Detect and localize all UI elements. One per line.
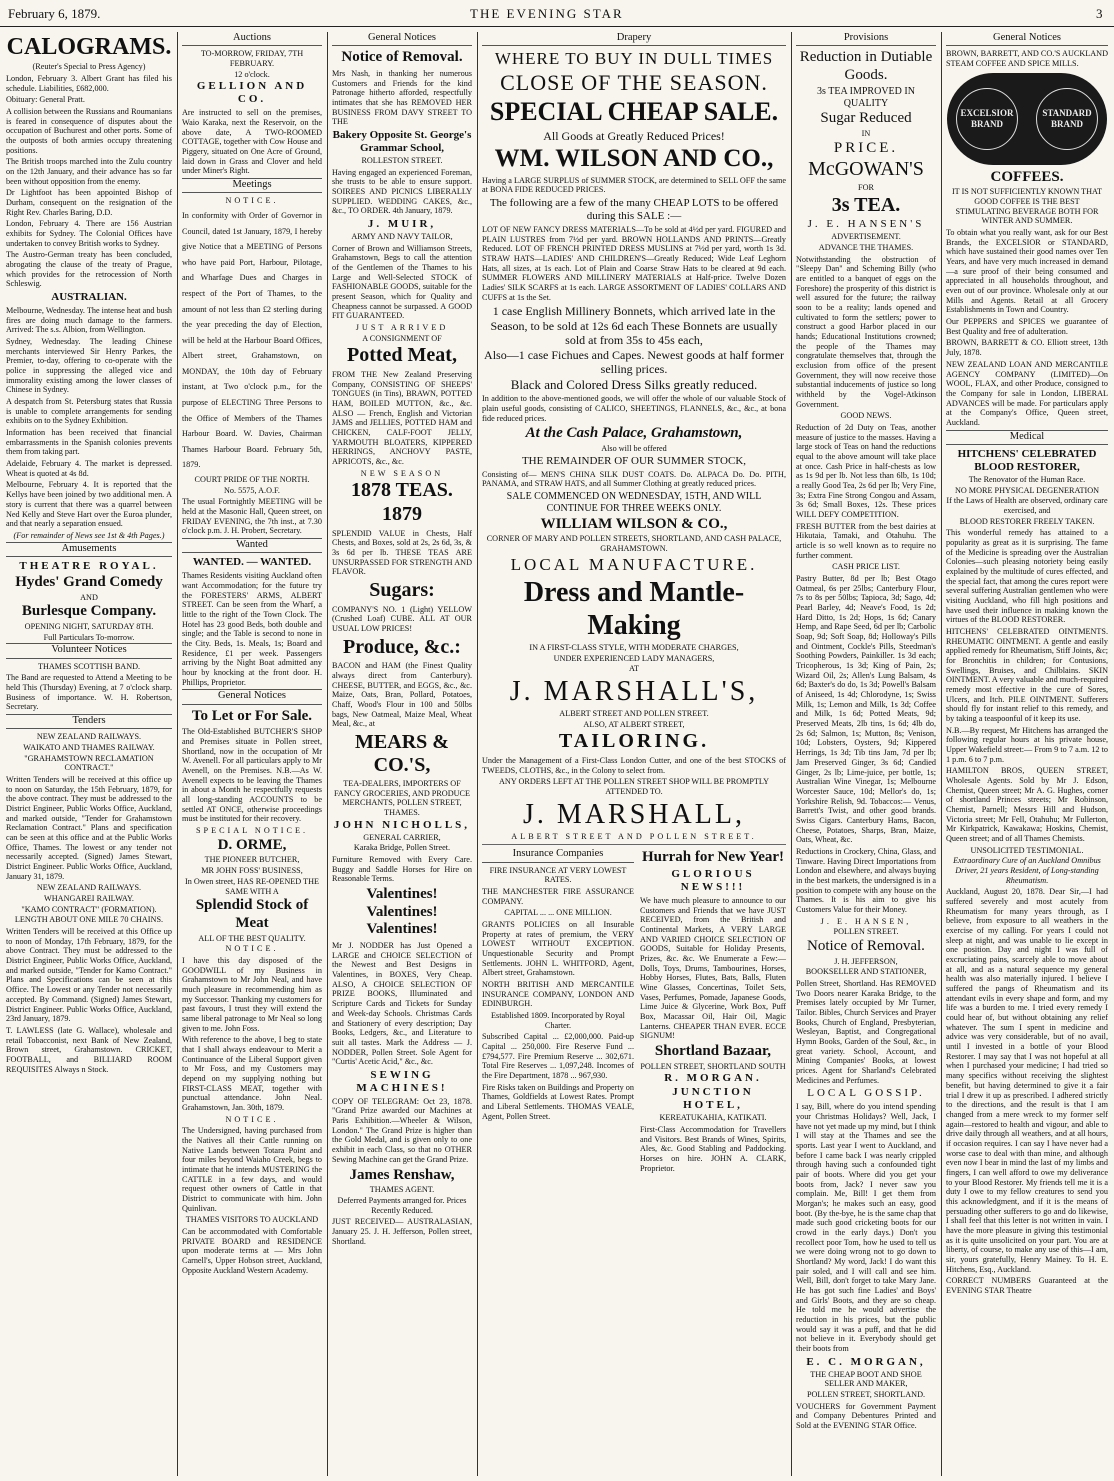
new-season: NEW SEASON	[360, 468, 444, 478]
orders-line: ANY ORDERS LEFT AT THE POLLEN STREET SHOP WILL BE PROMPTLY ATTENDED TO.	[499, 777, 769, 796]
news-paragraph: The British troops marched into the Zulu country on the 12th January, and their advance has so far been without opposition from the enemy.	[6, 157, 172, 186]
managers-line: UNDER EXPERIENCED LADY MANAGERS,	[553, 653, 715, 663]
price-list: Pastry Butter, 8d per lb; Best Otago Oatmeal, 6s per 25lbs; Canterbury Flour, 7s to 8s per 50lbs; Tapioca, 3d; Sago, 4d; Pearl Barley, 4d; Neave's Food, 1s 2d; Hard Ditto, 1s 2d; Hops, 1s 6d; Canary Hemp, and Rape Seed, 6d per lb; Carbolic Soap, 9d; Soft Soap, 8d; Holloway's Pills and Ointment, Cockle's Pills, Steedman's Soothing Powders, Painkiller. 1s 3d each; Tricopherous, 1s 3d; King of Pain, 2s; Wizard Oil, 2s; Allen's Lung Balsam, 4s 6d; Baxter's do do, 1s 3d; Powell's Balsam of Aniseed, 1s 4d; Chlorodyne, 1s; Swiss Milk, 1s; Lemon and Milk, 1s 3d; Coffee and Milk, 1s 6d; Potted Meats, 9d; Preserved Meats, 2lb tins, 1s 6d; 4lb do, 2s 6d; Salmon, 1s; Mutton, 8s; Venison, 10d; Lobsters, Oysters, 9d; Kippered Herrings, 1s 3d; Tib tins Jam, 7d per lb; Jam Preserved Ginger, 3s 6d; Candied Ginger, 2s lb; Lime-juice, per bottle, 1s; Australian Wine Vinegar, 1s; Melbourne Worcester Sauce, 10d; Mellor's do, 1s; Yorkshire Relish, 9d. Tobaccos:— Venus, Barrett's Twist, and other good brands. Swiss Cigars. Canterbury Hams, Bacon, Cheese, Potatoes, Sharps, Bran, Maize, Oats, Wheat, &c.	[796, 574, 936, 845]
calograms-heading: CALOGRAMS.	[6, 34, 172, 60]
renovator-line: The Renovator of the Human Race.	[968, 474, 1086, 484]
tea-price: 3s TEA.	[831, 193, 901, 216]
column-divider	[327, 32, 328, 1476]
wilson-address: CORNER OF MARY AND POLLEN STREETS, SHORTLAND, AND CASH PALACE, GRAHAMSTOWN.	[486, 534, 782, 554]
news-paragraph: London, February 3. Albert Grant has filed his schedule. Liabilities, £682,000.	[6, 73, 172, 93]
fichus-line: Also—1 case Fichues and Capes. Newest goods at half former selling prices.	[484, 347, 784, 376]
furniture-notice: Furniture Removed with Every Care. Buggy and Saddle Horses for Hire on Reasonable Terms.	[332, 855, 472, 884]
news-paragraph: Obituary: General Pratt.	[6, 95, 85, 105]
mears-details: TEA-DEALERS, IMPORTERS OF FANCY GROCERIES, AND PRODUCE MERCHANTS, POLLEN STREET, THAMES.	[333, 779, 471, 818]
wanted-notice: Thames Residents visiting Auckland often want Accommodation; for the future try the FORESTERS' ARMS, ALBERT STREET. Can be seen from the Wharf, a little to the right of the Town Clock. The Hotel has 23 good Beds, both double and single; and the Table is second to none in the City. Beds, 1s. Meals, 1s; Board and Residence, £1 per week. Passengers arriving by the Night Boat admitted any hour by knocking at the front door. H. Phillips, Proprietor.	[182, 571, 322, 687]
page-number: 3	[1096, 6, 1103, 21]
divider	[482, 844, 786, 845]
restorer-line: BLOOD RESTORER FREELY TAKEN.	[959, 516, 1095, 526]
style-line: IN A FIRST-CLASS STYLE, WITH MODERATE CHARGES,	[529, 642, 739, 652]
bazaar-notice: We have much pleasure to announce to our Customers and Friends that we have JUST RECEIVED, from the British and Continental Markets, A VERY LARGE AND VARIED CHOICE SELECTION OF GOODS, Suitable for Holiday Presents, Prizes, &c. &c. We Enumerate a Few:— Dolls, Toys, Drums, Tambourines, Horses, Hobby Horses, Flutes, Bats, Balls, Fluten Wine Glasses, Concertinas, Toilet Sets, Vases, Perfumes, Pomade, Japanese Goods, Lime Juice & Glycerine, Work Box, Puff Box, Macassar Oil, Hair Oil, Magic Lanterns. CHEAPER THAN EVER. ECCE SIGNUM!	[640, 895, 786, 1041]
junction-location: KEREATUKAHIA, KATIKATI.	[659, 1113, 767, 1123]
junction-notice: First-Class Accommodation for Travellers and Visitors. Best Brands of Wines, Spirits, Ales, &c. Good Stabling and Paddocking. Horses on hire. JOHN A. CLARK, Proprietor.	[640, 1124, 786, 1173]
remainder-note: (For remainder of News see 1st & 4th Pages.)	[13, 530, 165, 540]
degeneration-line: NO MORE PHYSICAL DEGENERATION	[954, 485, 1100, 495]
carrier-line: GENERAL CARRIER,	[363, 832, 441, 842]
reopened-line: In Owen street, HAS RE-OPENED THE SAME WITH A	[184, 876, 319, 896]
section-header: General Notices	[182, 689, 322, 704]
good-news: GOOD NEWS.	[840, 411, 892, 421]
column-general	[332, 32, 472, 1476]
section-header: Amusements	[6, 542, 172, 557]
tailor-line: ARMY AND NAVY TAILOR,	[351, 232, 453, 242]
agents-notice: HAMILTON BROS, QUEEN STREET, Wholesale Agents. Sold by Mr J. Edson, Chemist, Queen street; Mr A. G. Hughes, corner of shortland Princes streets; Mr Robinson, Chemist, Parnell; Messrs Hill and Hudson, Victoria street; Mr Fell, Otahuhu; Mr Fullerton, Mr Kirkpatrick, Kawakawa; Hoskins, Chemist, Queen street; and of all Thames Chemists.	[946, 766, 1108, 844]
muir-notice: Corner of Brown and Williamson Streets, Grahamstown, Begs to call the attention of the Gentlemen of the Thames to his Large and Well-Selected STOCK of FASHIONABLE GOODS, suitable for the present Season, which for Quality and Cheapness cannot be surpassed. A GOOD FIT GUARANTEED.	[332, 243, 472, 321]
vouchers-notice: VOUCHERS for Government Payment and Company Debentures Printed and Sold at the EVENING STAR Office.	[796, 1401, 936, 1431]
butter-notice: FRESH BUTTER from the best dairies at Hikutaia, Tamaki, and Otahuhu. The article is so well known as to require no further comment.	[796, 521, 936, 560]
opening-night: OPENING NIGHT, SATURDAY 8TH.	[24, 621, 154, 631]
wilson-signature: WILLIAM WILSON & CO.,	[540, 515, 728, 532]
section-header: General Notices	[946, 32, 1108, 46]
hansen-notice: Notwithstanding the obstruction of "Sleepy Dan" and Scheming Billy (who are entitled to a banquet of eggs on the Foreshore) the prosperity of this district is well assured for the future; the railway soon to be a reality; lands opened and cultivated to form the settlers; power to construct a good Harbor placed in our hands; Educational Institutions crowned; the people of the Thames may congratulate themselves that, through the exclusion from office of the present Government, they will now receive those substantial inducements of justice so long withheld by the Vogel-Atkinson Government.	[796, 254, 936, 409]
bonnets-line: 1 case English Millinery Bonnets, which arrived late in the Season, to be sold at 12s 6d each These Bonnets are usually sold at from 35s to 45s each,	[490, 304, 778, 347]
band-notice: The Band are requested to Attend a Meeting to be held This (Thursday) Evening, at 7 o'clock sharp. Business of importance. W. H. Robertson, Secretary.	[6, 673, 172, 712]
contract-length: LENGTH ABOUT ONE MILE 70 CHAINS.	[14, 915, 164, 925]
hitchens-title: HITCHENS' CELEBRATED BLOOD RESTORER,	[957, 447, 1097, 473]
hydes-title: Hydes' Grand Comedy	[15, 573, 163, 590]
band-title: THAMES SCOTTISH BAND.	[37, 661, 141, 671]
harbour-notice: In conformity with Order of Governor in Council, dated 1st January, 1879, I hereby give Notice that a MEETING of Persons who have paid Port, Harbour, Pilotage, and Wharfage Dues and Charges in respect of the Port of Thames, to the amount of not less than £2 sterling during the year preceding the day of Election, will be held at the Harbour Board Offices, Albert street, Grahamstown, on MONDAY, the 10th day of February instant, at Two o'clock p.m., for the purpose of ELECTING Three Persons to the Office of Members of the Thames Harbour Board. W. Davies, Chairman Thames Harbour Board. February 5th, 1879.	[182, 211, 322, 470]
in-word: IN	[861, 129, 871, 139]
produce-list: BACON and HAM (the Finest Quality always direct from Canterbury). CHEESE, BUTTER, and EGGS, &c., &c. Maize, Oats, Bran, Pollard, Potatoes, Chaff, Wood's Flour in 100 and 50lbs bags, New Oatmeal, Maize Meal, Wheat Meal, &c., at	[332, 661, 472, 729]
potted-meat-title: Potted Meat,	[347, 344, 457, 367]
shortland-bazaar: Shortland Bazaar,	[654, 1042, 772, 1059]
agent-line: THAMES AGENT.	[369, 1185, 435, 1195]
orme-title: D. ORME,	[217, 836, 287, 853]
paper-title: THE EVENING STAR	[470, 6, 624, 21]
restorer-notice: This wonderful remedy has attained to a popularity as great as it is surprising. The fame of the Medicine is spreading over the Australian Colonies—such pleasing notoriety being easily explained by the multitude of cures effected, and the special fact, that among the cures report were several suffering Australian gentlemen who were visiting Auckland, who fill high positions and have used their influence in making known the virtues of the BLOOD RESTORER.	[946, 528, 1108, 625]
local-manufacture: LOCAL MANUFACTURE.	[510, 554, 758, 574]
section-header: Auctions	[182, 32, 322, 46]
coffees-title: COFFEES.	[990, 168, 1064, 185]
insurance-column	[482, 848, 634, 1175]
albert-street-line: ALSO, AT ALBERT STREET,	[583, 719, 685, 729]
remainder-title: THE REMAINDER OF OUR SUMMER STOCK,	[521, 454, 747, 467]
tea-duty-notice: Reduction of 2d Duty on Teas, another measure of justice to the masses. Having a large stock of Teas on hand the reductions equal to the above amount will take place at once. Cash Price in half-chests as low as 1s 9d per lb. Not less than 6lb, 1s 10d; a really Good Tea, 2s 6d per lb; Very Fine, 3s; Extra Fine Strong Congou and Assam, 3s 6d; Small Boxes, 12s. These prices WILL DEFY COMPETITION.	[796, 422, 936, 520]
potted-meat-list: FROM THE New Zealand Preserving Company, CONSISTING OF SHEEPS' TONGUES (in Tins), BRAWN, POTTED HAM, BOILED MUTTON, &c., &c. ALSO — French, English and Victorian JAMS and JELLIES, POTTED HAM and CHICKEN, CALF-FOOT JELLY, YARMOUTH BLOATERS, KIPPERED HERRINGS, ANCHOVY PASTE, APRICOTS, &c., &c.	[332, 370, 472, 467]
manchester-title: THE MANCHESTER FIRE ASSURANCE COMPANY.	[482, 886, 634, 906]
special-notice-title: SPECIAL NOTICE.	[195, 826, 308, 836]
capital-table: Subscribed Capital ... £2,000,000. Paid-up Capital ... 250,000. Fire Reserve Fund ... £794,577. Fire Premium Reserve ... 302,671. Total Fire Reserves ... 1,097,248. Incomes of the Fire Department, 1878 ... 967,930.	[482, 1032, 634, 1081]
section-header: Insurance Companies	[482, 848, 634, 862]
testimonial-subtitle: Extraordinary Cure of an Auckland Omnibus Driver, 21 years Resident, of Long-standing Rheumatism.	[953, 856, 1101, 885]
bakery-notice: Having engaged an experienced Foreman, she trusts to be able to ensure support. SOIREES AND PICNICS LIBERALLY SUPPLIED. WEDDING CAKES, &c., &c., TO ORDER. 4th January, 1879.	[332, 167, 472, 216]
established-line: Established 1809. Incorporated by Royal Charter.	[491, 1011, 625, 1030]
mears-title: MEARS & CO.'S,	[355, 730, 449, 777]
section-header: Medical	[946, 430, 1108, 445]
fire-insurance: FIRE INSURANCE AT VERY LOWEST RATES.	[489, 865, 627, 885]
foss-notice: I have this day disposed of the GOODWILL of my Business in Grahamstown to Mr John Neal, and have much pleasure in recommending him as my Successor. Thanking my customers for past favours, I trust they will extend the same liberal patronage to Mr Neal so long given to me. John Foss.	[182, 955, 322, 1033]
news-paragraph: The Austro-German treaty has been concluded, abrogating the clause of the treaty of Prague, which provides for the retrocession of North Schleswig.	[6, 250, 172, 289]
railways-title: NEW ZEALAND RAILWAYS.	[36, 732, 142, 742]
contract-title: "GRAHAMSTOWN RECLAMATION CONTRACT."	[24, 753, 154, 773]
railways-title: NEW ZEALAND RAILWAYS.	[36, 883, 142, 893]
nicholls-title: JOHN NICHOLLS,	[333, 818, 471, 831]
theatre-title: THEATRE ROYAL.	[19, 559, 159, 572]
column-news	[6, 32, 172, 1476]
cash-palace: At the Cash Palace, Grahamstown,	[525, 425, 743, 442]
sugars-title: Sugars:	[369, 578, 435, 601]
policies-notice: GRANTS POLICIES on all Insurable Property at rates of premium, the VERY LOWEST WITHOUT EXCEPTION. Unquestionable Security and Prompt Settlements. JOHN L. WHITFORD, Agent, Albert street, Grahamstown.	[482, 920, 634, 978]
news-paragraph: Melbourne, Wednesday. The intense heat and bush fires are doing much damage to the farmers. Arrived: The s.s. Albion, from Wellington.	[6, 306, 172, 335]
hansen-title: J. E. HANSEN'S	[807, 218, 925, 231]
agency-line: (Reuter's Special to Press Agency)	[32, 62, 146, 72]
brown-barrett-title: BROWN, BARRETT, AND CO.'S AUCKLAND STEAM COFFEE AND SPICE MILLS.	[946, 49, 1108, 69]
section-header: Tenders	[6, 714, 172, 729]
standard-brand-seal: STANDARD BRAND	[1036, 88, 1098, 150]
karaka-bridge: Karaka Bridge, Pollen Street.	[353, 843, 451, 853]
contract-title: "KAMO CONTRACT" (FORMATION).	[21, 904, 157, 914]
meat-title: Splendid Stock of Meat	[195, 897, 309, 931]
pollen-street: POLLEN STREET.	[833, 927, 899, 937]
news-paragraph: Adelaide, February 4. The market is depressed. Wheat is quoted at 4s 8d.	[6, 459, 172, 478]
coffee-brand-logo	[947, 73, 1107, 165]
junction-title: JUNCTION HOTEL,	[672, 1086, 754, 1112]
morgan-signature: R. MORGAN.	[664, 1072, 762, 1085]
price-word: PRICE.	[833, 139, 899, 156]
gossip-text: I say, Bill, where do you intend spending your Christmas Holidays? Well, Jack, I have not yet made up my mind, but I think I will stay at the Thames and see the sports. Last year I went to Auckland, and before I came back I was nearly crippled through having such a confounded tight pair of boots. Where did you get your boots from, Jack? I never saw you complain. Me, Bill! I get them from Morgan's; he makes such an easy, good boot. (By the-bye, he is the same chap that made such good cricketing boots for our crowd in the early days.) Don't you recollect poor Tom, how he used to tell us we were doing wrong not to go down to Shortland? My word, Jack! I do want this pair soled, and I will call and see him. Well, Bill, don't forget to take Mary Jane. He has got such fine Ladies' and Boys' and Girls' Boots, and they are so cheap. He told me he would advertise the reduction in his prices, but the public would say it was a puff, and that he did not believe in it. Everybody should get their boots from	[796, 1102, 936, 1354]
sewing-notice: COPY OF TELEGRAM: Oct 23, 1878. "Grand Prize awarded our Machines at Paris Exhibition.—Wheeler & Wilson, London." The Grand Prize is higher than the Gold Medal, and is given only to one exhibit in each Class, so that no OTHER Sewing Machine can get the Grand Prize.	[332, 1096, 472, 1164]
close-of-season: CLOSE OF THE SEASON.	[500, 70, 768, 96]
court-notice: The usual Fortnightly MEETING will be held at the Masonic Hall, Queen street, on FRIDAY EVENING, the 7th inst., at 7.30 o'clock p.m. J. H. Probert, Secretary.	[182, 497, 322, 536]
auction-date: TO-MORROW, FRIDAY, 7TH FEBRUARY.	[200, 49, 304, 69]
section-header: General Notices	[332, 32, 472, 46]
auction-notice: Are instructed to sell on the premises, Waio Karaka, next the Reservoir, on the above date, A TWO-ROOMED COTTAGE, together with Cow House and Piggery, situated on One Acre of Ground, laid down in Grass and Clover and held under Miner's Right.	[182, 108, 322, 176]
section-header: Meetings	[182, 178, 322, 193]
valentines-title: Valentines! Valentines! Valentines!	[366, 886, 438, 938]
renshaw-title: James Renshaw,	[349, 1166, 455, 1183]
removal-title: Notice of Removal.	[341, 49, 463, 66]
issue-date: February 6, 1879.	[8, 6, 101, 21]
summer-stock-list: Consisting of— MEN'S CHINA SILK DUST COATS. Do. ALPACA Do. Do. PITH, PANAMA, and STRAW HATS, and all Summer Clothing at greatly reduced prices.	[482, 469, 786, 489]
column-medical	[946, 32, 1108, 1476]
hansen-signature: J. E. HANSEN,	[820, 916, 912, 926]
jefferson-name: J. H. JEFFERSON,	[834, 956, 898, 966]
just-arrived: JUST ARRIVED	[355, 323, 449, 333]
tailoring-title: TAILORING.	[558, 730, 710, 753]
news-paragraph: Dr Lightfoot has been appointed Bishop of Durham, consequent on the resignation of the Right Rev. Charles Baring, D.D.	[6, 188, 172, 217]
removal-notice: Mrs Nash, in thanking her numerous Customers and Friends for the kind Patronage hitherto afforded, respectfully intimates that she has REMOVED HER BUSINESS FROM DAVY STREET TO THE	[332, 69, 472, 127]
brown-barrett-signature: BROWN, BARRETT & CO. Elliott street, 13th July, 1878.	[946, 338, 1108, 358]
news-paragraph: A despatch from St. Petersburg states that Russia is unable to complete arrangements for sending exhibits on to the Sydney Exhibition.	[6, 397, 172, 426]
lawless-ad: T. LAWLESS (late G. Wallace), wholesale and retail Tobacconist, next Bank of New Zealand, Brown street, Grahamstown. CRICKET, FOOTBALL, and BILLIARD ROOM REQUISITES Always n Stock.	[6, 1025, 172, 1074]
advertisement-line: ADVERTISEMENT.	[831, 232, 901, 242]
cash-price-list: CASH PRICE LIST.	[832, 562, 900, 572]
reduced-prices: All Goods at Greatly Reduced Prices!	[543, 129, 725, 144]
removal-title: Notice of Removal.	[807, 937, 925, 954]
boot-seller: THE CHEAP BOOT AND SHOE SELLER AND MAKER,	[810, 1369, 922, 1389]
visitors-notice: Can be accommodated with Comfortable PRIVATE BOARD and RESIDENCE upon moderate terms at — Mrs John Carnell's, Upper Hobson street, Auckland, Opposite Auckland Western Academy.	[182, 1227, 322, 1275]
foss-line: MR JOHN FOSS' BUSINESS,	[201, 866, 303, 876]
to-let-notice: The Old-Established BUTCHER'S SHOP and Premises situate in Pollen street, Shortland, now in the occupation of Mr W. Avenell. For all particulars apply to Mr Avenell, on the Premises. N.B.—As W. Avenell expects to be leaving the Thames in about a Month he respectfully requests all long-standing ACCOUNTS to be settled AT ONCE, otherwise proceedings must be instituted for their recovery.	[182, 727, 322, 824]
butcher-line: THE PIONEER BUTCHER,	[204, 855, 300, 865]
rolleston-street: ROLLESTON STREET.	[361, 156, 443, 166]
column-notices	[182, 32, 322, 1476]
hurrah-title: Hurrah for New Year!	[641, 849, 785, 866]
burlesque-title: Burlesque Company.	[21, 603, 157, 620]
visitors-title: THAMES VISITORS TO AUCKLAND	[185, 1215, 319, 1225]
valentines-notice: Mr J. NODDER has Just Opened a LARGE and CHOICE SELECTION of the Newest and Best Designs in Valentines, in BOXES, Very Cheap. ALSO, A CHOICE SELECTION OF PRIZE BOOKS, Illuminated and Scripture Cards and Tickets for Sunday and Week-day Schools. Christmas Cards and Stationery of every description; Day Books, Ledgers, &c., and Literature to suit all tastes. Mark the Address — J. NODDER, Pollen Street. Sole Agent for "Curtis' Acetic Acid," &c., &c.	[332, 941, 472, 1067]
news-paragraph: A collision between the Russians and Roumanians is feared in consequence of disputes about the occupation of Buchurest and other ports. Some of the outposts of both armies occupy threatening positions.	[6, 107, 172, 155]
notice-title: NOTICE.	[225, 1114, 279, 1124]
column-divider	[791, 32, 792, 1476]
quality-line: ALL OF THE BEST QUALITY.	[198, 933, 306, 943]
just-received: JUST RECEIVED— AUSTRALASIAN, January 25. J. H. Jefferson, Pollen street, Shortland.	[332, 1217, 472, 1246]
marshall-address: ALBERT STREET AND POLLEN STREET.	[559, 708, 709, 718]
loan-company-notice: NEW ZEALAND LOAN AND MERCANTILE AGENCY COMPANY (LIMITED)—On WOOL, FLAX, and other Produce, consigned to the Company for sale in London, LIBERAL ADVANCES will be made. For particulars apply at the Company's Office, Queen street, Auckland.	[946, 359, 1108, 427]
reduction-title: Reduction in Dutiable Goods.	[799, 49, 933, 84]
sale-dates: SALE COMMENCED ON WEDNESDAY, 15TH, AND WILL CONTINUE FOR THREE WEEKS ONLY.	[506, 491, 762, 514]
and-word: AND	[80, 592, 98, 602]
also-offered: Also will be offered	[601, 444, 667, 454]
column-divider	[177, 32, 178, 1476]
court-number: No. 5575, A.O.F.	[224, 485, 280, 495]
marshall-title: J. MARSHALL'S,	[509, 675, 759, 707]
special-sale-title: SPECIAL CHEAP SALE.	[489, 97, 779, 127]
auctioneer-name: GELLION AND CO.	[196, 80, 308, 106]
coffee-headline: IT IS NOT SUFFICIENTLY KNOWN THAT GOOD COFFEE IS THE BEST STIMULATING BEVERAGE BOTH FOR WINTER AND SUMMER.	[951, 187, 1103, 226]
railway-line: WAIKATO AND THAMES RAILWAY.	[23, 743, 155, 753]
particulars-line: Full Particulars To-morrow.	[43, 632, 135, 642]
neal-notice: With reference to the above, I beg to state that I shall always endeavour to Merit a Continuance of the Liberal Support given to Mr Foss, and my Customers may depend on my supplying nothing but FIRST-CLASS MEAT, together with punctual attendance. John Neal. Grahamstown, Jan. 30th, 1879.	[182, 1035, 322, 1112]
news-paragraph: Sydney, Wednesday. The leading Chinese merchants interviewed Sir Henry Parkes, the Premier, to-day, offering to co-operate with the police in suppressing the alleged vice and immorality existing among the lower classes of Chinese in Sydney.	[6, 337, 172, 395]
teas-title: 1878 TEAS. 1879	[351, 479, 453, 525]
excelsior-brand-seal: EXCELSIOR BRAND	[956, 88, 1018, 150]
news-paragraph: Melbourne, February 4. It is reported that the Kellys have been joined by two additional men. A story is current that there was a quarrel between Ned Kelly and Steve Hart over the Euroa plunder, and that nearly a separation ensued.	[6, 480, 172, 529]
testimonial-letter: Auckland, August 20, 1878. Dear Sir,—I had suffered severely and most acutely from Rheumatism for many years through, as I believe, from exposure to all weathers in the exercise of my calling. For years I could not sleep at night, and was unable to lie except in one position. Day and night I was full of excruciating pains, scarcely able to move about at all, and as a natural sequence my general health was also materially injured. I believe I suffered the pangs of Rheumatism and its attendant evils in every shape and form, and my life was a burden to me. I tried every remedy I could hear of, but without obtaining any relief whatever. The sum I spent in medicine and advice was very considerable, but of no avail, until I invested in a bottle of your Blood Restorer. I may say that I was not hopeful at all when I purchased your medicine; I had tried so many specifics without receiving the slightest benefit, but having determined to give it a fair trial I drew it up as prescribed. I adhered strictly to the directions, and the result is that I am changed from a mere wreck to my former self again—restored to health and vigour, and able to drive daily through all weathers, and at all hours, if occasion requires. I can say I have never had a worse case to deal with than mine, and although even now I bear in mind the last of my limbs and fingers, I can well afford to owe my deliverance to your Blood Restorer. My friends tell me it is a duty I owe to my fellow creatures to send you this acknowledgment, and if it is the means of persuading other sufferers to go and do likewise, I shall feel that this letter is not written in vain. I have the more pleasure in giving this testimonial as it is quite unsolicited on your part. You are at liberty, of course, to make any use of this—I am, sir, yours gratefully, Henry Mainey. To H. E. Hitchens, Esq., Auckland.	[946, 887, 1108, 1274]
section-header: Wanted	[182, 538, 322, 553]
marshall-address: ALBERT STREET AND POLLEN STREET.	[511, 831, 757, 841]
silks-line: Black and Colored Dress Silks greatly reduced.	[510, 377, 758, 393]
wanted-title: WANTED. — WANTED.	[192, 556, 312, 569]
laws-line: If the Laws of Health are observed, ordinary care exercised, and	[946, 496, 1108, 515]
crockery-notice: Reductions in Crockery, China, Glass, and Tinware. Having Direct Importations from London and elsewhere, and always buying in the best markets, the undersigned is in a position to compete with any house on the Thames. It is his aim to give his Customers Value for their Money.	[796, 846, 936, 914]
coffee-notice: To obtain what you really want, ask for our Best Brands, the EXCELSIOR or STANDARD, which have sustained their good names over Ten Years, and have very much increased in demand—a sure proof of their being consumed and appreciated in all households throughout, and even out of our province. Wholesale only at our Mills and Agents. Retail at all Grocery Establishments in Town and Country.	[946, 228, 1108, 315]
glorious-news: GLORIOUS NEWS!!!	[671, 867, 755, 893]
column-divider	[477, 32, 478, 1476]
addition-notice: In addition to the above-mentioned goods, we will offer the whole of our valuable Stock of plain useful goods, consisting of CALICO, SHEETINGS, FLANNELS, &c., &c., at bona fide reduced prices.	[482, 394, 786, 423]
australian-heading: AUSTRALIAN.	[51, 291, 127, 304]
section-header: Volunteer Notices	[6, 643, 172, 658]
auction-time: 12 o'clock.	[234, 69, 270, 79]
morgan-title: E. C. MORGAN,	[806, 1355, 926, 1368]
lots-list: LOT OF NEW FANCY DRESS MATERIALS—To be sold at 4½d per yard. FIGURED and PLAIN LUSTRES from 7½d per yard. BROWN HOLLANDS AND PRINTS—Greatly Reduced. LOT OF FRENCH PRINTED DRESS MUSLINS at 7½d per yard, worth 1s 3d. STRAW HATS—LADIES' AND CHILDREN'S—Greatly Reduced; Wide Leaf Leghorn Hats, all sizes, at 1s each. Lot of Plain and Coarse Straw Hats to be cleared at 9d each. SUMMER FLOWERS AND MILLINERY MATERIALS at Half-price. Twelve Dozen Ladies' SILK SCARFS at 1s each. LARGE ASSORTMENT OF LADIES' COLLARS AND CUFFS at 1s the Set.	[482, 224, 786, 302]
local-gossip-title: LOCAL GOSSIP.	[807, 1087, 925, 1100]
tailoring-notice: Under the Management of a First-Class London Cutter, and one of the best STOCKS of TWEEDS, CLOTHS, &c., in the Colony to select from.	[482, 755, 786, 775]
court-title: COURT PRIDE OF THE NORTH.	[194, 474, 310, 484]
lower-ads	[482, 848, 786, 1175]
north-british-title: NORTH BRITISH AND MERCANTILE INSURANCE COMPANY, LONDON AND EDINBURGH.	[482, 980, 634, 1009]
fire-risks: Fire Risks taken on Buildings and Property on Thames, Goldfields at Lowest Rates. Prompt and Liberal Settlements. THOMAS VEALE, Agent, Pollen Street.	[482, 1082, 634, 1121]
masthead	[0, 0, 1114, 27]
teas-notice: SPLENDID VALUE in Chests, Half Chests, and Boxes, sold at 2s, 2s 6d, 3s, & 3s 6d per lb. THESE TEAS ARE UNSURPASSED FOR STRENGTH AND FLAVOR.	[332, 528, 472, 577]
correct-numbers: CORRECT NUMBERS Guaranteed at the EVENING STAR Theatre	[946, 1276, 1108, 1295]
for-word: FOR	[858, 182, 874, 192]
sewing-title: SEWING MACHINES!	[356, 1068, 448, 1094]
mcgowans-title: McGOWAN'S	[808, 158, 924, 181]
testimonial-title: UNSOLICITED TESTIMONIAL.	[970, 845, 1084, 855]
section-header: Provisions	[796, 32, 936, 46]
to-let-title: To Let or For Sale.	[191, 707, 313, 724]
tea-quality: 3s TEA IMPROVED IN QUALITY	[817, 85, 915, 109]
morgan-address: POLLEN STREET, SHORTLAND.	[806, 1390, 926, 1400]
hours-notice: N.B.—By request, Mr Hitchens has arranged the following regular hours at his private house, Upper Wakefield street:— From 9 to 7 a.m. 12 to 1 p.m. 6 to 7 p.m.	[946, 725, 1108, 764]
peppers-line: Our PEPPERS and SPICES we guarantee of Best Quality and free of adulteration.	[946, 317, 1108, 336]
at-word: AT	[628, 664, 639, 674]
section-header: Drapery	[482, 32, 786, 46]
ointments-notice: HITCHENS' CELEBRATED OINTMENTS. RHEUMATIC OINTMENT. A gentle and easily applied remedy for Rheumatism, Stiff Joints, &c; for Bronchitis in children; for Contusions, Swellings, Bruises, and Chilblains. SKIN OINTMENT. A very valuable and much-required remedy most effective in the cure of Sores, Ulcers, and Itch. PILE OINTMENT. Sufferers should fly for instant relief to this remedy, and by taking a teaspoonful of it keep its use.	[946, 626, 1108, 723]
sugars-list: COMPANY'S NO. 1 (Light) YELLOW (Crushed Loaf) CUBE. ALL AT OUR USUAL LOW PRICES!	[332, 604, 472, 633]
produce-title: Produce, &c.:	[343, 635, 461, 658]
bookseller-line: BOOKSELLER AND STATIONER,	[805, 967, 927, 977]
news-paragraph: Information has been received that financial embarrassments in the Spanish colonies prevents them from taking part.	[6, 428, 172, 457]
notice-title: NOTICE.	[225, 196, 279, 206]
notice-title: NOTICE.	[225, 944, 279, 954]
sugar-reduced: Sugar Reduced	[820, 110, 912, 127]
jefferson-notice: Pollen Street, Shortland. Has REMOVED Two Doors nearer Karaka Bridge, to the Premises lately occupied by Mr Turner, Tailor. Bibles, Church Services and Prayer Books, Church of England, Presbyterian, Wesleyan, Baptist, and Congregational Hymn Books, Garden of the Soul, &c., in great variety. School, Account, and Mining Companies' Books, at lowest prices. Agent for Sharland's Celebrated Medicines and Perfumes.	[796, 978, 936, 1085]
column-divider	[941, 32, 942, 1476]
advance-line: ADVANCE THE THAMES.	[818, 242, 914, 252]
dress-making-title: Dress and Mantle-Making	[523, 576, 745, 641]
news-paragraph: London, February 4. There are 156 Austrian exhibits for Sydney. The Colonial Offices have undertaken to convey British works to Sydney.	[6, 219, 172, 248]
wilson-title: WM. WILSON AND CO.,	[494, 145, 774, 173]
tender-notice: Written Tenders will be received at this Office up to noon of Monday, 17th February, 1879, for the above Contract. They must be addressed to the District Engineer, Public Works Office, Auckland, and marked outside, "Tender for Kamo Contract." Plans and Specifications can be seen at this Office. The Lowest or any Tender not necessarily accepted. By Command. (Signed) James Stewart, District Engineer. Public Works Office, Auckland, 23rd January, 1879.	[6, 927, 172, 1024]
where-to-buy: WHERE TO BUY IN DULL TIMES	[494, 49, 774, 69]
cattle-notice: The Undersigned, having purchased from the Natives all their Cattle running on Native Lands between Totara Point and four miles beyond Waiaho Creek, begs to intimate that he intends MUSTERING the CATTLE in a few days, and would request other owners of Cattle in that District to communicate with him. John Quinlivan.	[182, 1126, 322, 1213]
deferred-line: Deferred Payments arranged for. Prices Recently Reduced.	[337, 1195, 467, 1215]
tender-notice: Written Tenders will be received at this office up to noon on Saturday, the 15th February, 1879, for the above contract. They must be addressed to the District Engineer, Public Works Office, Auckland, and marked outside, "Tender for Grahamstown Reclamation Contract." Plans and specification can be seen at this office and at the Public Works Office, Thames. The lowest or any tender not necessarily accepted. (Signed) James Stewart, District Engineer. Public Works Office, Auckland, January 31, 1879.	[6, 775, 172, 881]
bazaar-column	[640, 848, 786, 1175]
column-provisions	[796, 32, 936, 1476]
wilson-intro: Having a LARGE SURPLUS of SUMMER STOCK, are determined to SELL OFF the same at BONA FIDE REDUCED PRICES.	[482, 175, 786, 195]
muir-title: J. MUIR,	[367, 218, 437, 231]
marshall-signature: J. MARSHALL,	[523, 798, 745, 830]
bakery-title: Bakery Opposite St. George's Grammar School,	[332, 129, 472, 155]
railway-line: WHANGAREI RAILWAY.	[44, 894, 134, 904]
consignment-line: A CONSIGNMENT OF	[362, 333, 442, 343]
cheap-lots: The following are a few of the many CHEAP LOTS to be offered during this SALE :—	[489, 197, 779, 223]
bazaar-address: POLLEN STREET, SHORTLAND SOUTH	[640, 1061, 786, 1071]
capital-line: CAPITAL ... ... ONE MILLION.	[504, 908, 612, 918]
column-drapery	[482, 32, 786, 1476]
